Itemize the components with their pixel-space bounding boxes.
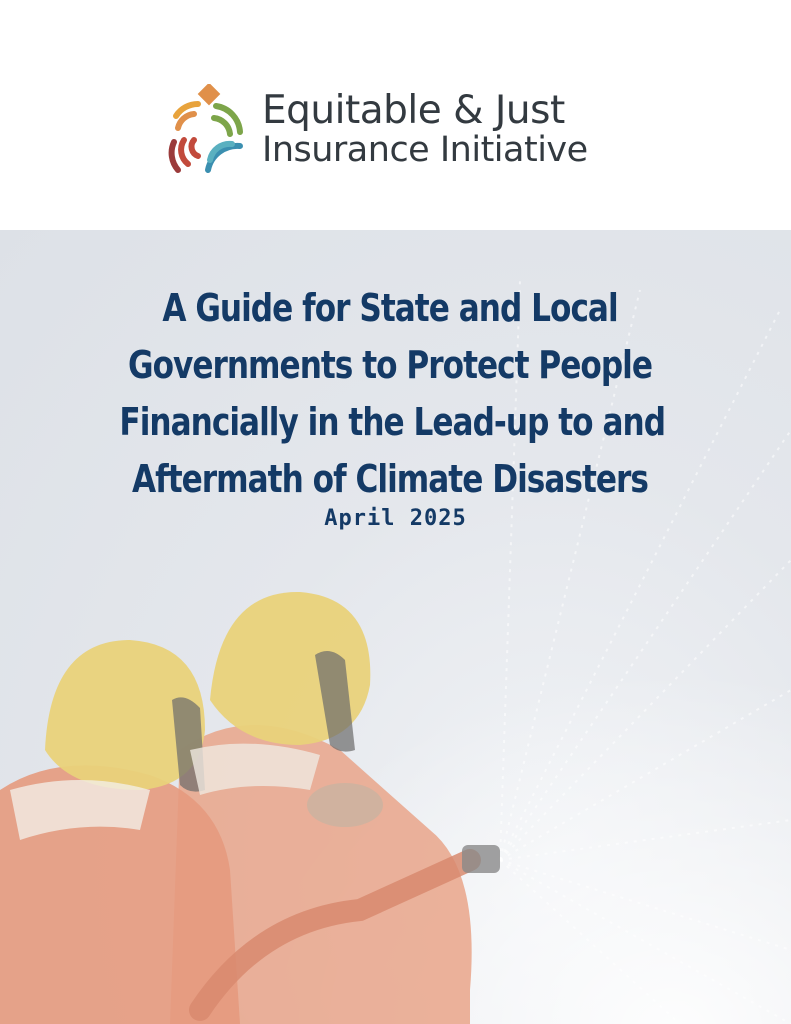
organization-logo bbox=[168, 84, 588, 176]
cover-header bbox=[0, 0, 791, 230]
title-line: A Guide for State and Local bbox=[162, 286, 618, 330]
publication-date: April 2025 bbox=[324, 506, 467, 531]
title-line: Governments to Protect People bbox=[127, 343, 653, 387]
organization-name-line2: Insurance Initiative bbox=[262, 130, 588, 171]
cover-hero bbox=[0, 230, 791, 1024]
organization-name bbox=[262, 88, 588, 171]
logo-mark-icon bbox=[168, 84, 244, 176]
organization-name-line1: Equitable & Just bbox=[262, 88, 565, 134]
title-line: Aftermath of Climate Disasters bbox=[131, 457, 648, 501]
document-title bbox=[119, 280, 666, 508]
title-line: Financially in the Lead-up to and bbox=[119, 400, 666, 444]
